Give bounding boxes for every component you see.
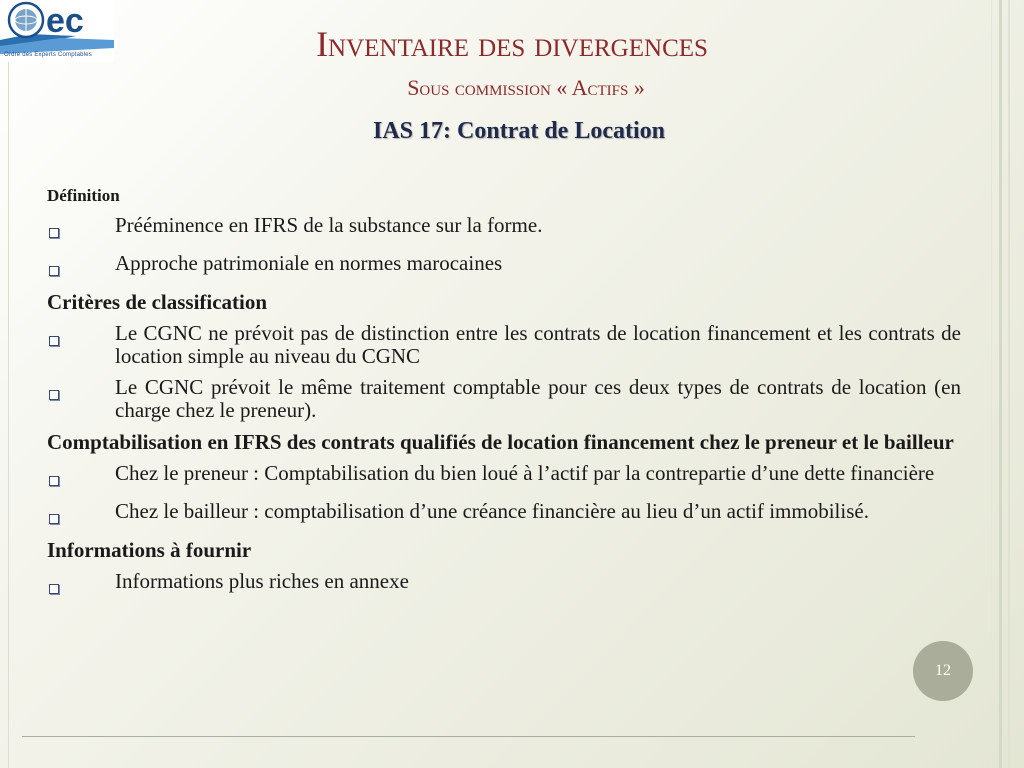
logo-subtitle: Ordre des Experts Comptables: [4, 52, 92, 58]
section-disclosures: Informations à fournir: [47, 538, 252, 562]
checkbox-bullet-icon: [47, 214, 115, 244]
list-item: [47, 252, 961, 282]
footer-divider: [22, 736, 915, 737]
slide-heading: IAS 17: Contrat de Location: [373, 118, 665, 144]
list-item: [47, 214, 961, 244]
bullet-text: Informations plus riches en annexe: [115, 569, 409, 593]
checkbox-bullet-icon: [47, 322, 115, 352]
checkbox-bullet-icon: [47, 500, 115, 530]
list-item: [47, 376, 961, 422]
slide-title: Inventaire des divergences: [316, 24, 708, 64]
bullet-text: Chez le bailleur : comptabilisation d’une créance financière au lieu d’un actif immobilisé.: [115, 499, 869, 523]
section-accounting: Comptabilisation en IFRS des contrats qualifiés de location financement chez le preneur et le bailleur: [47, 430, 954, 454]
left-border-line: [8, 0, 9, 768]
checkbox-bullet-icon: [47, 252, 115, 282]
bullet-text: Prééminence en IFRS de la substance sur la forme.: [115, 213, 543, 237]
list-item: [47, 570, 961, 600]
slide-content: [47, 184, 961, 608]
bullet-text: Approche patrimoniale en normes marocaines: [115, 251, 503, 275]
right-border-line-inner: [991, 0, 992, 768]
checkbox-bullet-icon: [47, 570, 115, 600]
checkbox-bullet-icon: [47, 376, 115, 406]
right-border-line: [999, 0, 1002, 768]
page-number-badge: 12: [913, 641, 973, 701]
list-item: [47, 322, 961, 368]
bullet-text: Le CGNC prévoit le même traitement comptable pour ces deux types de contrats de location (en charge chez le preneur).: [115, 375, 961, 422]
bullet-text: Chez le preneur : Comptabilisation du bien loué à l’actif par la contrepartie d’une dette financière: [115, 461, 935, 485]
list-item: [47, 500, 961, 530]
list-item: [47, 462, 961, 492]
section-criteria: Critères de classification: [47, 290, 268, 314]
slide-subtitle: Sous commission « Actifs »: [407, 75, 645, 100]
svg-text:ec: ec: [46, 2, 84, 40]
right-border-line-outer: [1008, 0, 1010, 768]
checkbox-bullet-icon: [47, 462, 115, 492]
bullet-text: Le CGNC ne prévoit pas de distinction entre les contrats de location financement et les contrats de location simple au niveau du CGNC: [115, 321, 961, 368]
section-definition: Définition: [47, 186, 120, 205]
